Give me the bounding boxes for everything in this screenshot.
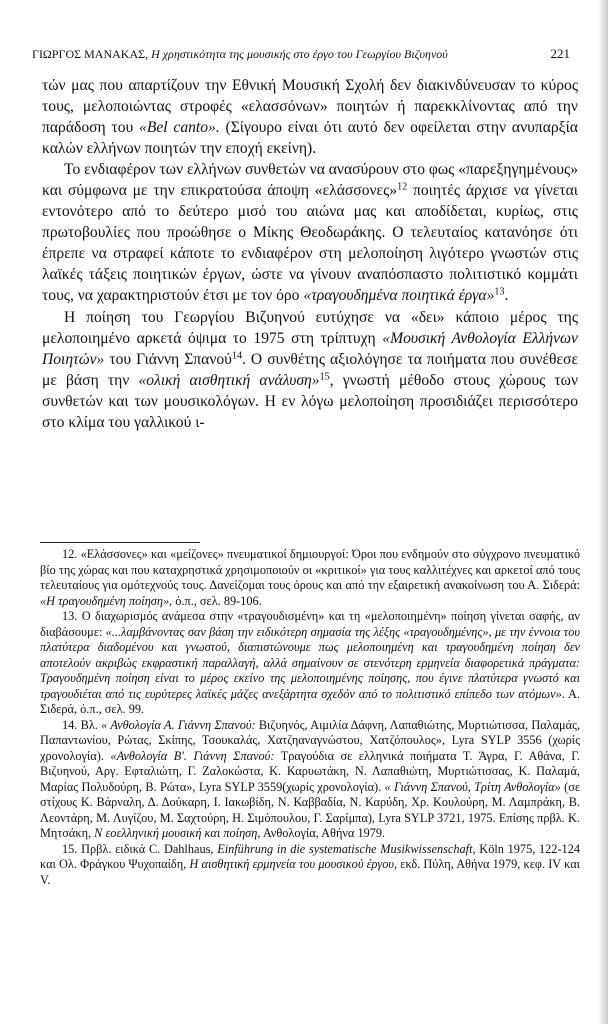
- page-edge-shadow: [598, 0, 608, 1024]
- paragraph-2: Το ενδιαφέρον των ελλήνων συνθετών να ανασύρουν στο φως «παρεξηγημένους» και σύμφωνα με την επικρατούσα άποψη «ελάσσονες»$^{12}$ ποιητές άρχισε να γίνεται εντονότερο από το δεύτερο μισό του αιώνα μας και αποδίδεται, κυρίως, στις πρωτοβουλίες που προώθησε ο Μίκης Θεοδωράκης. Ο τελευταίος κατανόησε ότι έπρεπε να στραφεί κάποτε το ενδιαφέρον στη μελοποίηση λιγότερο γνωστών στις λαϊκές τάξεις ποιητικών έργων, ώστε να γίνουν αναπόσπαστο πολιτιστικό κομμάτι τους, να χαρακτηριστούν έτσι με τον όρο «τραγουδημένα ποιητικά έργα»$^{13}$.: [42, 161, 578, 305]
- footnote-12-title: «Η τραγουδημένη ποίηση»: [40, 593, 170, 608]
- footnote-ref-14: 14: [231, 350, 243, 362]
- paragraph-3-text-c: . Ο συνθέτης αξιολόγησε τα ποιήματα που συνέθεσε με βάση την: [42, 350, 578, 389]
- footnote-14-book-title: Ν εοελληνική μουσική και ποίηση,: [94, 826, 261, 840]
- footnote-15-title-2: Η αισθητική ερμηνεία του μουσικού έργου: [189, 857, 395, 871]
- header-title: Η χρηστικότητα της μουσικής στο έργο του Γεωργίου Βιζυηνού: [151, 47, 448, 61]
- footnote-14-anthology-c: « Γιάννη Σπανού, Τρίτη Ανθολογία»: [384, 779, 561, 794]
- term-tragoudimena: «τραγουδημένα ποιητικά έργα»: [303, 287, 495, 305]
- footnote-15-title-1: Einführung in die systematische Musikwissenschaft: [217, 841, 473, 856]
- footnote-13: [40, 609, 580, 718]
- paragraph-3-text-b: του Γιάννη Σπανού: [109, 350, 232, 368]
- main-text: [42, 75, 578, 433]
- paragraph-2-text: Το ενδιαφέρον των ελλήνων συνθετών να ανασύρουν στο φως «παρεξηγημένους» και σύμφωνα με την επικρατούσα άποψη «ελάσσονες»: [42, 161, 578, 200]
- footnote-12-text: 12. «Ελάσσονες» και «μείζονες» πνευματικοί δημιουργοί: Όροι που ενδημούν στο σύγχρονο πνευματικό βίο της χώρας και που καταχρηστικά χρησιμοποιούν οι «κριτικοί» για τους καλλιτέχνες και αρκετοί από τους τελευταίους για ομότεχνούς τους. Δανείζομαι τους όρους και από την εξαιρετική ανακοίνωση του Α. Σιδερά:: [40, 547, 580, 592]
- footnote-15-text-b: , Köln 1975, 122-124 και Ολ. Φράγκου Ψυχοπαίδη,: [40, 841, 580, 871]
- paragraph-3: [42, 307, 578, 433]
- footnote-14-text-e: Ανθολογία, Αθήνα 1979.: [262, 826, 386, 840]
- paragraph-3-text: Η ποίηση του Γεωργίου Βιζυηνού ευτύχησε να «δει» κάποιο μέρος της μελοποιημένο αρκετά όψιμα το 1975 στη τρίπτυχη: [42, 308, 578, 347]
- footnote-13-end: . Α. Σιδερά, ό.π., σελ. 99.: [40, 686, 580, 716]
- paragraph-1-end: (Σίγουρο είναι ότι αυτό δεν οφείλεται στην ανυπαρξία καλών ελλήνων ποιητών την εποχή εκείνη).: [42, 119, 578, 158]
- header-author: ΓΙΩΡΓΟΣ ΜΑΝΑΚΑΣ,: [32, 47, 149, 61]
- footnote-15-text: 15. Πρβλ. ειδικά C. Dahlhaus,: [62, 841, 214, 856]
- footnote-14-anthology-a: « Ανθολογία Α. Γιάννη Σπανού:: [101, 717, 256, 732]
- footnote-ref-13: 13: [494, 286, 505, 298]
- bel-canto-term: «Bel canto».: [139, 119, 220, 137]
- footnote-12-end: , ό.π., σελ. 89-106.: [169, 593, 262, 608]
- paragraph-2-text-b: ποιητές άρχισε να γίνεται εντονότερο από το δεύτερο μισό του αιώνα μας και αποδίδεται, κυρίως, στις πρωτοβουλίες που προώθησε ο Μίκης Θεοδωράκης. Ο τελευταίος κατανόησε ότι έπρεπε να στραφεί κάποτε το ενδιαφέρον στη μελοποίηση λιγότερο γνωστών στις λαϊκές τάξεις ποιητικών έργων, ώστε να γίνουν αναπόσπαστο πολιτιστικό κομμάτι τους, να χαρακτηριστούν έτσι με τον όρο: [42, 182, 578, 305]
- footnote-15-text-c: , εκδ. Πύλη, Αθήνα 1979, κεφ. IV και V.: [40, 857, 580, 887]
- term-oliki-analysi: «ολική αισθητική ανάλυση»: [138, 371, 320, 389]
- footnotes: [40, 547, 580, 888]
- footnote-14-text-d: (σε στίχους Κ. Βάρναλη, Δ. Δούκαρη, Ι. Ιακωβίδη, Ν. Καββαδία, Ν. Καρύδη, Χρ. Κουλούρη, Μ. Λαμπράκη, Β. Λεοντάρη, Μ. Λυγίζου, Μ. Σαχτούρη, Η. Σιμόπουλου, Γ. Σαρίμπα), Lyra SYLP 3721, 1975. Επίσης πρβλ. Κ. Μητσάκη,: [40, 779, 580, 840]
- footnote-14: [40, 718, 580, 842]
- running-header: [32, 46, 570, 62]
- paragraph-1-text: τών μας που απαρτίζουν την Εθνική Μουσική Σχολή δεν διακινδύνευσαν το κύρος τους, μελοποιώντας στροφές «ελασσόνων» ποιητών ή παρεκκλίνοντας από την παράδοση του: [42, 77, 578, 137]
- footnote-14-text: 14. Βλ.: [62, 717, 98, 732]
- footnote-12: [40, 547, 580, 609]
- footnote-14-text-c: Τραγούδια σε ελληνικά ποιήματα Τ. Άγρα, Γ. Αθάνα, Γ. Βιζυηνού, Αργ. Εφταλιώτη, Γ. Ζαλοκώστα, Κ. Καρυωτάκη, Ν. Λαπαθιώτη, Μυρτιώτισσας, Κ. Παλαμά, Μαρίας Πολυδούρη, Β. Ρώτα», Lyra SYLP 3559(χωρίς χρονολογία).: [40, 748, 581, 794]
- footnote-14-text-b: Βιζυηνός, Αιμιλία Δάφνη, Λαπαθιώτης, Μυρτιώτισσα, Παλαμάς, Παπαντωνίου, Ρώτας, Σκίπης, Τσουκαλάς, Χατζηαναγνώστου, Χατζόπουλος», Lyra SYLP 3556 (χωρίς χρονολογία).: [40, 717, 581, 763]
- footnote-ref-15: 15: [319, 371, 330, 383]
- paragraph-3-text-d: , γνωστή μέθοδο στους χώρους των συνθετών και των μουσικολόγων. Η εν λόγω μελοποίηση προσιδιάζει περισσότερο στο κλίμα του γαλλικού ι-: [42, 371, 578, 431]
- page-number: 221: [550, 46, 570, 61]
- anthology-title: «Μουσική Ανθολογία Ελλήνων Ποιητών»: [42, 329, 578, 368]
- footnote-rule: [40, 542, 200, 543]
- footnote-14-anthology-b: «Ανθολογία Β'. Γιάννη Σπανού:: [110, 748, 275, 763]
- footnote-13-text: 13. Ο διαχωρισμός ανάμεσα στην «τραγουδισμένη» και τη «μελοποιημένη» ποίηση γίνεται σαφής, αν διαβάσουμε:: [40, 609, 580, 639]
- footnote-ref-12: 12: [397, 181, 408, 193]
- footnote-13-quote: «...λαμβάνοντας σαν βάση την ειδικότερη σημασία της λέξης «τραγουδημένης», με την έννοια του πλατύτερα διαδομένου και γνωστού, διαπιστώνουμε πως μελοποιημένη και τραγουδημένη ποίηση δεν αποτελούν ακριβώς εκφραστική παραλλαγή, αλλά σημαίνουν σε στενότερη ερμηνεία διαφορετικά πράγματα: Τραγουδημένη ποίηση είναι το μέρος εκείνο της μελοποιημένης ποίησης, που έγινε πλατύτερα γνωστό και τραγουδιέται από τις ευρύτερες λαϊκές μάζες ανεξάρτητα σχεδόν από το πολιτιστικό επίπεδο των ατόμων»: [40, 624, 580, 701]
- paragraph-1: [42, 75, 578, 159]
- footnote-15: [40, 842, 580, 889]
